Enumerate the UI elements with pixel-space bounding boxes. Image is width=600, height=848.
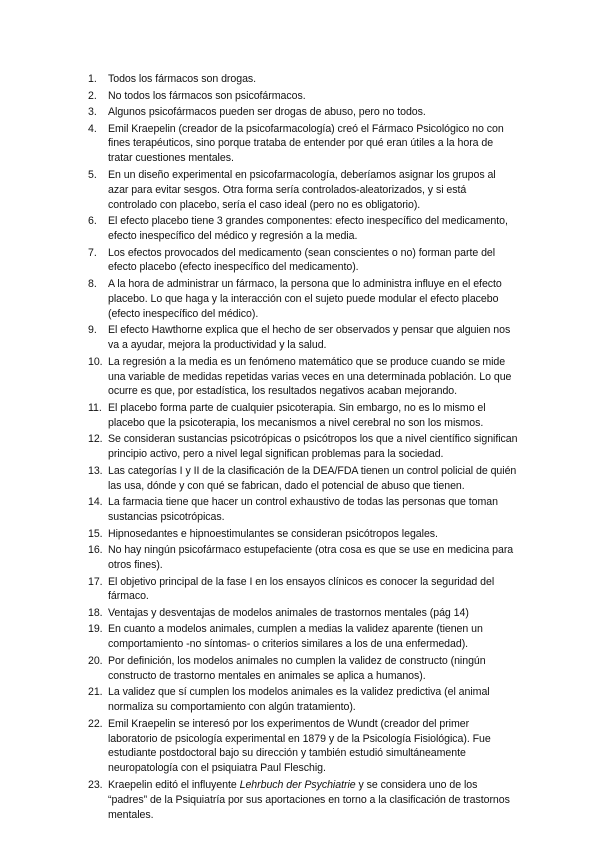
item-text: No todos los fármacos son psicofármacos. [108,89,306,102]
item-text: Las categorías I y II de la clasificación de la DEA/FDA tienen un control policial de quién las usa, dónde y con qué se fabrican, dado el potencial de abuso que tienen. [108,464,517,492]
item-number: 13. [88,464,103,477]
list-item [88,622,518,652]
item-number: 4. [88,122,97,135]
item-text: Se consideran sustancias psicotrópicas o psicótropos los que a nivel científico significan principio activo, pero a nivel legal significan problemas para la sociedad. [108,433,518,461]
item-text: Hipnosedantes e hipnoestimulantes se consideran psicótropos legales. [108,527,438,540]
item-text: La farmacia tiene que hacer un control exhaustivo de todas las personas que toman sustancias psicotrópicas. [108,496,498,524]
list-item [88,543,518,573]
item-number: 2. [88,89,97,102]
item-text: El objetivo principal de la fase I en los ensayos clínicos es conocer la seguridad del fármaco. [108,575,495,603]
item-number: 14. [88,496,103,509]
list-item [88,168,518,213]
list-item [88,606,518,621]
list-item [88,89,518,104]
list-item [88,246,518,276]
list-item [88,495,518,525]
list-item [88,122,518,167]
item-number: 19. [88,623,103,636]
item-number: 7. [88,246,97,259]
item-number: 12. [88,433,103,446]
list-item [88,464,518,494]
item-text: Los efectos provocados del medicamento (sean conscientes o no) forman parte del efecto placebo (efecto inespecífico del medicamento). [108,246,496,274]
item-number: 10. [88,355,103,368]
list-item [88,778,518,823]
list-item [88,277,518,322]
list-item [88,717,518,777]
numbered-notes-list [88,72,518,824]
item-text: En un diseño experimental en psicofarmacología, deberíamos asignar los grupos al azar para evitar sesgos. Otra forma sería controlados-aleatorizados, y si está controlado con placebo, sería el caso ideal (pero no es obligatorio). [108,168,496,211]
item-text: La validez que sí cumplen los modelos animales es la validez predictiva (el animal normaliza su comportamiento con algún tratamiento). [108,686,490,714]
item-text: Ventajas y desventajas de modelos animales de trastornos mentales (pág 14) [108,606,469,619]
item-number: 17. [88,575,103,588]
item-text: En cuanto a modelos animales, cumplen a medias la validez aparente (tienen un comportamiento -no síntomas- o criterios similares a los de una enfermedad). [108,623,483,651]
list-item [88,214,518,244]
item-text-before: Kraepelin editó el influyente [108,778,240,791]
list-item [88,105,518,120]
list-item [88,654,518,684]
item-number: 8. [88,277,97,290]
list-item [88,575,518,605]
list-item [88,323,518,353]
item-number: 21. [88,686,103,699]
item-number: 20. [88,654,103,667]
item-number: 6. [88,215,97,228]
item-text: El efecto Hawthorne explica que el hecho de ser observados y pensar que alguien nos va a ayudar, mejora la productividad y la salud. [108,324,511,352]
item-text: Emil Kraepelin (creador de la psicofarmacología) creó el Fármaco Psicológico no con fines terapéuticos, sino porque trataba de entender por qué eran útiles a la hora de tratar cuestiones mentales. [108,122,504,165]
item-number: 16. [88,544,103,557]
book-title-italic: Lehrbuch der Psychiatrie [239,778,356,791]
item-number: 22. [88,717,103,730]
item-number: 3. [88,106,97,118]
item-number: 5. [88,168,97,181]
item-number: 23. [88,778,103,791]
item-text: La regresión a la media es un fenómeno matemático que se produce cuando se mide una variable de medidas repetidas varias veces en una determinada población. Lo que ocurre es que, por estadística, los resultados negativos acaban mejorando. [108,355,512,398]
item-text: Emil Kraepelin se interesó por los experimentos de Wundt (creador del primer laboratorio de psicología experimental en 1879 y de la Psicología Fisiológica). Fue estudiante postdoctoral bajo su dirección y también estudió simultáneamente neuropatología con el psiquiatra Paul Fleschig. [108,717,491,775]
item-number: 1. [88,73,97,85]
item-text [108,779,510,821]
item-number: 9. [88,324,97,337]
item-text: El efecto placebo tiene 3 grandes componentes: efecto inespecífico del medicamento, efecto inespecífico del médico y regresión a la media. [108,215,508,243]
item-number: 15. [88,527,103,540]
item-text: Todos los fármacos son drogas. [108,73,257,85]
list-item [88,72,518,87]
list-item [88,527,518,542]
item-number: 11. [88,401,102,414]
item-text: El placebo forma parte de cualquier psicoterapia. Sin embargo, no es lo mismo el placebo que la psicoterapia, los mecanismos a nivel cerebral no son los mismos. [108,401,486,429]
list-item [88,685,518,715]
item-number: 18. [88,606,103,619]
item-text: Por definición, los modelos animales no cumplen la validez de constructo (ningún constructo de trastorno mentales en animales se aplica a humanos). [108,654,486,682]
item-text-after: y se considera uno de los “padres” de la Psiquiatría por sus aportaciones en torno a la clasificación de trastornos mentales. [108,778,510,821]
item-text: Algunos psicofármacos pueden ser drogas de abuso, pero no todos. [108,106,426,118]
list-item [88,432,518,462]
item-text: No hay ningún psicofármaco estupefaciente (otra cosa es que se use en medicina para otros fines). [108,544,514,571]
list-item [88,401,518,431]
list-item [88,355,518,400]
item-text: A la hora de administrar un fármaco, la persona que lo administra influye en el efecto placebo. Lo que haga y la interacción con el sujeto puede modular el efecto placebo (efecto inespecífico del médico). [108,277,502,320]
